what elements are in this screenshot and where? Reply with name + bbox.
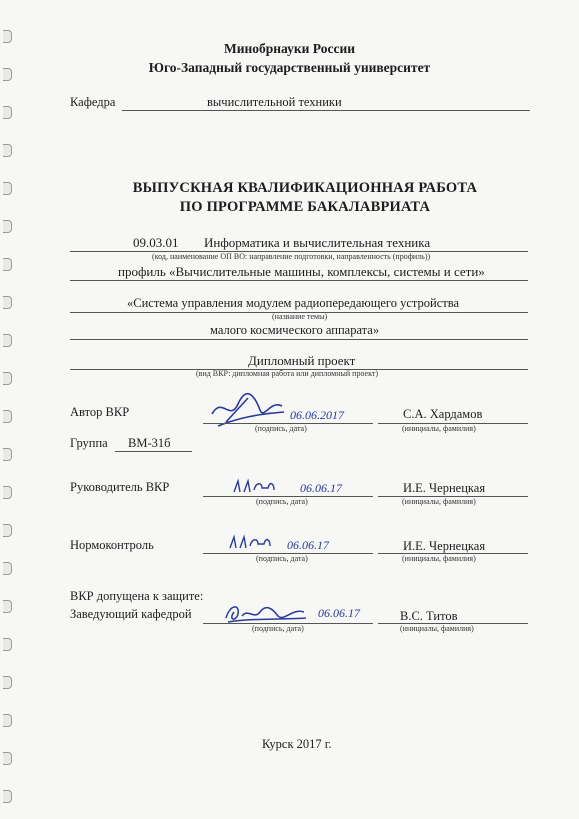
head-signature-date: 06.06.17: [318, 606, 360, 620]
topic-line1: «Система управления модулем радиопередающего устройства: [127, 296, 460, 310]
normcontrol-signature-date: 06.06.17: [287, 538, 329, 552]
program-caption: (код, наименование ОП ВО: направление подготовки, направленность (профиль)): [152, 252, 431, 261]
binding-hole: [3, 600, 12, 613]
binding-hole: [3, 790, 12, 803]
normcontrol-name-caption: (инициалы, фамилия): [402, 554, 476, 563]
supervisor-name: И.Е. Чернецкая: [403, 481, 486, 495]
author-signature-date: 06.06.2017: [290, 408, 344, 422]
admission-line: ВКР допущена к защите:: [70, 589, 204, 603]
binding-hole: [3, 638, 12, 651]
head-of-department-label: Заведующий кафедрой: [70, 607, 192, 621]
binding-hole: [3, 144, 12, 157]
department-label: Кафедра: [70, 95, 116, 109]
group-underline: [115, 451, 192, 452]
head-name-caption: (инициалы, фамилия): [400, 624, 474, 633]
binding-hole: [3, 486, 12, 499]
binding-hole: [3, 448, 12, 461]
author-sign-caption: (подпись, дата): [255, 424, 307, 433]
binding-hole: [3, 372, 12, 385]
group-value: ВМ-31б: [128, 436, 171, 450]
binding-holes: [0, 0, 14, 819]
binding-hole: [3, 562, 12, 575]
group-label: Группа: [70, 436, 108, 450]
binding-hole: [3, 220, 12, 233]
program-name: Информатика и вычислительная техника: [204, 235, 431, 250]
program-code: 09.03.01: [133, 235, 179, 250]
ministry-name: Минобрнауки России: [223, 41, 356, 56]
work-type-caption: (вид ВКР: дипломная работа или дипломный проект): [196, 369, 379, 378]
supervisor-signature-date: 06.06.17: [300, 481, 342, 495]
department-underline: [122, 110, 530, 111]
topic-underline-2: [70, 339, 528, 340]
normcontrol-name: И.Е. Чернецкая: [403, 539, 486, 553]
program-profile: профиль «Вычислительные машины, комплексы, системы и сети»: [118, 264, 485, 279]
university-name: Юго-Западный государственный университет: [148, 60, 431, 75]
binding-hole: [3, 752, 12, 765]
supervisor-signature-scribble: [232, 478, 276, 496]
profile-underline: [70, 280, 528, 281]
topic-line2: малого космического аппарата»: [210, 323, 380, 337]
binding-hole: [3, 410, 12, 423]
author-name-caption: (инициалы, фамилия): [402, 424, 476, 433]
supervisor-name-caption: (инициалы, фамилия): [402, 497, 476, 506]
binding-hole: [3, 714, 12, 727]
normcontrol-label: Нормоконтроль: [70, 538, 154, 552]
binding-hole: [3, 524, 12, 537]
author-label: Автор ВКР: [70, 405, 130, 419]
work-type-value: Дипломный проект: [248, 353, 356, 368]
head-sign-caption: (подпись, дата): [252, 624, 304, 633]
supervisor-label: Руководитель ВКР: [70, 480, 170, 494]
binding-hole: [3, 258, 12, 271]
binding-hole: [3, 676, 12, 689]
normcontrol-sign-caption: (подпись, дата): [256, 554, 308, 563]
author-name: С.А. Хардамов: [403, 407, 483, 421]
document-title-line1: ВЫПУСКНАЯ КВАЛИФИКАЦИОННАЯ РАБОТА: [132, 180, 478, 196]
head-name: В.С. Титов: [400, 609, 458, 623]
binding-hole: [3, 296, 12, 309]
normcontrol-signature-scribble: [228, 534, 272, 552]
supervisor-sign-caption: (подпись, дата): [256, 497, 308, 506]
binding-hole: [3, 334, 12, 347]
document-title-line2: ПО ПРОГРАММЕ БАКАЛАВРИАТА: [179, 199, 431, 215]
department-value: вычислительной техники: [207, 95, 342, 109]
topic-caption: (название темы): [272, 312, 328, 321]
binding-hole: [3, 106, 12, 119]
city-year: Курск 2017 г.: [262, 737, 332, 751]
